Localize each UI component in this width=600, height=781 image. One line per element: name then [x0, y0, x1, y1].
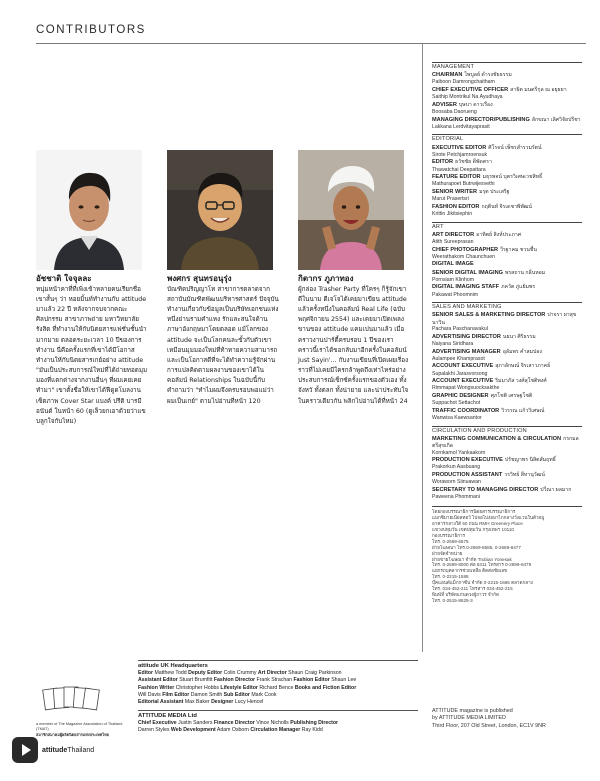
- masthead-section-heading: SALES AND MARKETING: [432, 302, 582, 311]
- staff-name: Matthew Todd: [154, 670, 187, 677]
- masthead-name-thai: สุภาลักษณ์ จิรเสาวภาคย์: [495, 363, 551, 370]
- contact-line: โทร. 0-2215-1588: [432, 574, 469, 580]
- masthead-entry: [432, 117, 582, 131]
- staff-role: Deputy Editor: [188, 670, 223, 677]
- masthead-role: CHAIRMAN: [432, 72, 463, 79]
- staff-role: Chief Executive: [138, 719, 177, 726]
- staff-name: Mark Cook: [251, 691, 277, 698]
- staff-role: Fashion Editor: [293, 677, 330, 684]
- masthead-entry: [432, 189, 582, 203]
- staff-role: Editorial Assistant: [138, 699, 184, 706]
- masthead-entry: [432, 174, 582, 188]
- contact-line: โทร. 0-2515-8625-3: [432, 598, 473, 604]
- contact-line: อาคารกลางใต้ 50 ถนน RMH Greenery Place: [432, 520, 523, 526]
- contact-line: ฝ่ายจัดจำหน่าย: [432, 550, 463, 556]
- masthead-section-heading: MANAGEMENT: [432, 62, 582, 71]
- staff-role: Designer: [211, 699, 234, 706]
- masthead-contact-info: [432, 506, 582, 605]
- masthead-name-thai: ปรัชญาพร นิสิตสัมฤทธิ์: [504, 457, 556, 464]
- masthead-entry: [432, 436, 582, 456]
- staff-name: Max Baker: [184, 699, 210, 706]
- masthead-entry: [432, 487, 582, 501]
- staff-role: Film Editor: [162, 691, 190, 698]
- masthead-section: [432, 134, 582, 217]
- brand-bold: attitude: [42, 746, 68, 754]
- staff-role: Assistant Editor: [138, 677, 178, 684]
- staff-role: Sub Editor: [223, 691, 250, 698]
- brand-name: [42, 747, 94, 754]
- staff-name: Frank Strachan: [256, 677, 292, 684]
- staff-name: Adam Osborn: [216, 726, 249, 733]
- contact-line: บุ๊คแอนด์แม็กกาซีน จำกัด 0-2215-1666 ตลาดกลาง: [432, 580, 533, 586]
- masthead-name: Paiboon Damrongchaitham: [432, 79, 495, 86]
- masthead-role: PRODUCTION EXECUTIVE: [432, 457, 503, 464]
- credit-line: ATTITUDE magazine is published: [432, 708, 513, 714]
- column-divider: [422, 44, 423, 652]
- masthead-entry: [432, 102, 582, 116]
- masthead-role: ACCOUNT EXECUTIVE: [432, 378, 494, 385]
- masthead-role: CHIEF EXECUTIVE OFFICER: [432, 86, 509, 93]
- masthead-section-heading: EDITORIAL: [432, 134, 582, 143]
- staff-role: Lifestyle Editor: [220, 684, 258, 691]
- masthead-name-thai: ธวัชชัย ดีพัดตรา: [455, 159, 492, 166]
- staff-role: Fashion Director: [213, 677, 256, 684]
- staff-role: Fashion Writer: [138, 684, 175, 691]
- tmat-logo-icon: [40, 683, 102, 717]
- contributor-card: [36, 150, 148, 427]
- masthead-entry: [432, 334, 582, 348]
- staff-line: [138, 727, 418, 734]
- contributor-bio: บัณฑิตปริญญาโท สาขาการตลาดจากสถาบันบัณฑิตพัฒนบริหารศาสตร์ ปัจจุบันทำงานเกี่ยวกับข้อมูลเป็นบริษัทเอกชนแห่งหนึ่งย่านรามคำแหง รักและสนใจด้านภาษาอังกฤษมาโดยตลอด แม้โลกของ attitude จะเป็นโลกคนละขั้วกับตัวเขา เหมือนมุมมองใหม่ที่ท้าทายความสามารถ และเป็นโอกาสดีที่จะได้ทำความรู้จักผ่านการแปลคิดตามผลงานของเขาได้ในคอลัมน์ Relationships ในฉบับนี้กับคำถามว่า "ทำไมผมจึงครบรอบพอแม่ว่าผมเป็นเกย์" ตามไปอ่านที่หน้า 120: [167, 285, 279, 405]
- masthead-role: ART DIRECTOR: [432, 231, 475, 238]
- masthead-name-thai: บุษบา ดาวเรือง: [458, 101, 493, 108]
- contact-line: กองบรรณาธิการ: [432, 532, 466, 538]
- masthead-role: FEATURE EDITOR: [432, 174, 481, 181]
- staff-role: Circulation Manager: [250, 726, 301, 733]
- staff-role: Art Director: [257, 670, 287, 677]
- masthead-entry: [432, 408, 582, 422]
- staff-line: [138, 685, 418, 692]
- publisher-credit: [432, 708, 582, 730]
- staff-name: Damon Smith: [190, 691, 223, 698]
- masthead-name: Supalakhi Jarasvorsong: [432, 370, 488, 377]
- masthead-section-heading: ART: [432, 222, 582, 231]
- masthead-role: GRAPHIC DESIGNER: [432, 393, 489, 400]
- masthead-section-heading: CIRCULATION AND PRODUCTION: [432, 426, 582, 435]
- masthead-name-thai: วิวรรณ แก้ววิเศษณ์: [501, 407, 545, 414]
- masthead-name-thai: พรสถาน กลิ่นหอม: [504, 269, 546, 276]
- masthead-name: Krittin Jikitsiephin: [432, 210, 473, 217]
- contributor-card: [167, 150, 279, 407]
- masthead-role: SENIOR WRITER: [432, 189, 478, 195]
- masthead-name-thai: กรกมล ตรีสุขเกิด: [432, 435, 579, 449]
- contributor-photo: [298, 150, 404, 270]
- masthead-role: TRAFFIC COORDINATOR: [432, 407, 500, 414]
- masthead-name: Pachara Paschanavakul: [432, 326, 488, 333]
- masthead-role: ACCOUNT EXECUTIVE: [432, 363, 494, 370]
- brand-rest: Thailand: [67, 746, 95, 754]
- masthead-name-thai: ศุภโชติ เศรษฐโชติ: [490, 393, 533, 400]
- staff-name: Shaun Craig Parkinson: [288, 670, 342, 677]
- uk-headquarters: [138, 660, 418, 734]
- masthead-name-thai: ศิโรจน์ เพ็ชรสำรวมรัตน์: [488, 144, 542, 151]
- masthead-name-thai: ลักขณา เลิศวิจัยปรีชา: [531, 116, 581, 123]
- masthead-entry: [432, 72, 582, 86]
- masthead-entry: [432, 159, 582, 173]
- staff-line: [138, 692, 418, 699]
- tmat-caption-en: a member of The Magazine Association of Thailand (TMAT): [36, 722, 123, 731]
- contact-line: แยกรถบุคลากรช่วยเหลือ ติดต่อชัยเลข: [432, 568, 508, 574]
- masthead-name: Pakawat Phoomnim: [432, 291, 479, 298]
- masthead-name: Atith Sureeprasan: [432, 238, 474, 245]
- masthead-role: MANAGING DIRECTOR/PUBLISHING: [432, 116, 530, 123]
- staff-name: Vince Nicholls: [256, 719, 289, 726]
- contact-line: พิมพ์ที่ บริษัทแก่นดวงผู้ถาวร จำกัด: [432, 592, 499, 598]
- contributor-name: พงศกร สุนทรอนุรุ่ง: [167, 274, 232, 283]
- masthead-entry: [432, 312, 582, 332]
- masthead-name: Kornkamol Yankaakorn: [432, 449, 486, 456]
- masthead-role: MARKETING COMMUNICATION & CIRCULATION: [432, 435, 562, 442]
- masthead-name-thai: ปวีณา ผลมาก: [540, 486, 572, 493]
- masthead-role: SENIOR DIGITAL IMAGING: [432, 269, 503, 276]
- masthead-entry: [432, 247, 582, 261]
- masthead-name-thai: กฤตินท์ จิรเดชาพิพัฒน์: [481, 203, 532, 210]
- staff-name: Ray Kidd: [301, 726, 323, 733]
- masthead-entry: [432, 363, 582, 377]
- uk-media-title: ATTITUDE MEDIA Ltd: [138, 710, 418, 720]
- staff-name: Justin Sanders: [178, 719, 213, 726]
- masthead-section: [432, 222, 582, 299]
- masthead-name-thai: ปาจรา ผาสุขนาวิน: [432, 312, 577, 326]
- contact-line: แมกซิมายเนียลทอว์ ไปจอไปง่อมาไกกลางวังแวนในตัวจมู: [432, 514, 545, 520]
- play-icon[interactable]: [12, 737, 38, 763]
- contact-line: โทร. 034-452-211 โทรสาร 034-452-215: [432, 586, 513, 592]
- masthead-name: Rimmapat Wongsuocksakthe: [432, 385, 500, 392]
- masthead-role: CHIEF PHOTOGRAPHER: [432, 246, 499, 253]
- masthead-section: [432, 62, 582, 130]
- staff-line: [138, 677, 418, 684]
- masthead-role: DIGITAL IMAGE: [432, 261, 474, 268]
- staff-role: Editor: [138, 670, 153, 677]
- masthead-entry: [432, 87, 582, 101]
- masthead-name: Naiyana Siridhara: [432, 340, 474, 347]
- contributor-photo: [36, 150, 142, 270]
- contact-line: ฝ่ายโฆษณา โทร.0-2669-8585, 0-2669-8477: [432, 544, 521, 550]
- contributor-bio: ผู้กล่อง Trasher Party ที่ใครๆ ก็รู้จักเขาดีในนาม ดีเจโจได้เคยมาเขียน attitude แล้วครั้งหนึ่งในคอลัมน์ Real Life (ฉบับพฤศจิกายน 2554) และเคยมาเปิดเพลงขานของ attitude แคมเปนมาแล้ว เมื่อคราวงานปาร์ตี้ครบรอบ 1 ปีของเรา คราวนี้เราได้ขอกลับมาอีกครั้งในคอลัมน์ Just Sayin'... กับงานเขียนที่เปิดเผยเรื่องราวที่ไม่เคยมีใครกล้าพูดถึงเท่าไหร่อย่างประสบการณ์เซ็กซ์ครั้งแรกของตัวเอง ทั้งจังหวั ทั้งตลก ทั้งน่ายาย และน่าประทับใจ ในคราวเดียวกัน พลิกไปอ่านได้ที่หน้า 24: [298, 285, 409, 405]
- contributor-name: กิตากร ภูภาทอง: [298, 274, 354, 283]
- masthead-entry: [432, 232, 582, 246]
- masthead-role: DIGITAL IMAGING STAFF: [432, 284, 500, 291]
- masthead-role: SENIOR SALES & MARKETING DIRECTOR: [432, 312, 546, 319]
- contact-line: โทร. 0-2699-8000 ต่อ 6311 โทรสาร 0-2699-8479: [432, 562, 532, 568]
- masthead-name: Thawatchai Deepattara: [432, 166, 486, 173]
- masthead-entry: [432, 204, 582, 218]
- contributor-card: [298, 150, 410, 407]
- masthead-name: Paweena Phommani: [432, 494, 480, 501]
- staff-name: Shaun Lee: [331, 677, 357, 684]
- masthead: [432, 62, 582, 604]
- masthead-name-thai: นยนา ศิริธรรม: [502, 333, 536, 340]
- staff-name: Christopher Hobbs: [175, 684, 219, 691]
- masthead-name: Boosaba Daorueng: [432, 108, 477, 115]
- staff-name: Colin Crummy: [223, 670, 257, 677]
- masthead-name-thai: วีรฐาคม ชวนชื่น: [500, 246, 537, 253]
- masthead-name: Mathurapoet Butrwijesvethi: [432, 181, 495, 188]
- header-divider: [36, 43, 586, 44]
- masthead-role: EXECUTIVE EDITOR: [432, 144, 487, 151]
- uk-staff-list: [138, 670, 418, 706]
- masthead-entry: [432, 349, 582, 363]
- staff-line: [138, 720, 418, 727]
- staff-name: Darren Styles: [138, 726, 170, 733]
- staff-role: Books and Fiction Editor: [294, 684, 357, 691]
- masthead-name: Aulampee Khamprasot: [432, 355, 485, 362]
- staff-role: Web Development: [170, 726, 216, 733]
- staff-name: Stuart Brumfitt: [179, 677, 213, 684]
- masthead-entry: [432, 457, 582, 471]
- masthead-name-thai: มรุต ประเสริฐ: [479, 189, 510, 195]
- staff-line: [138, 699, 418, 706]
- staff-role: Finance Director: [213, 719, 255, 726]
- masthead-entry: [432, 378, 582, 392]
- credit-line: Third Floor, 207 Old Street, London, EC1V 9NR: [432, 722, 546, 729]
- masthead-entry: [432, 472, 582, 486]
- masthead-section: [432, 426, 582, 501]
- masthead-name: Marut Prasertsri: [432, 196, 469, 203]
- staff-role: Publishing Director: [290, 719, 339, 726]
- masthead-name-thai: มธุรพจน์ บุตรวิเศษเวชสิทธิ์: [482, 174, 543, 181]
- page-header: [36, 24, 586, 36]
- page-footer: [12, 737, 94, 763]
- staff-line: [138, 670, 418, 677]
- masthead-section: [432, 302, 582, 422]
- masthead-role: EDITOR: [432, 159, 454, 166]
- masthead-name: Woraworn Siinuawan: [432, 479, 481, 486]
- masthead-role: SECRETARY TO MANAGING DIRECTOR: [432, 486, 539, 493]
- masthead-entry: [432, 270, 582, 284]
- contributor-bio: หนุ่มหน้าคาที่ที่เพิ่งเข้าหลายคนเรียกชื่อเขาสั้นๆ ว่า หอยมิ้นท์ทำงานกับ attitude มาแล้ว 22 ปี หลังจากจบจากคณะศิลปกรรม สาขาภาพถ่าย มหาวิทยาลัยรังสิต ที่ทำงานให้กับนิตยสารแฟชั่นชั้นนำมากมาย ตลอดระยะเวลา 10 ปีของการทำงาน นี่คือครั้งแรกที่เขาได้มีโอกาสทำงานให้กับนิตยสารเกย์อย่าง attitude "มันเป็นประสบการณ์ใหม่ที่ได้ถ่ายทอดมุมมองที่แตกต่างจากงานอื่นๆ ที่ผมเคยเคยทำมา" เขาตั้งชื่อให้เขาได้ฟีดูดโมลงานเซ็ตภาพ Cover Star แบงค์ ปรีติ บารมีอนันต์ ในหน้า 60 (ดูเล็วยกเอาด้วยว่าแขบลูกใจกับไหม): [36, 285, 148, 426]
- masthead-role: FASHION EDITOR: [432, 203, 480, 210]
- contributor-name: อัชชาติ ใจจุลละ: [36, 274, 92, 283]
- masthead-role: PRODUCTION ASSISTANT: [432, 472, 503, 479]
- staff-name: Will Davis: [138, 691, 161, 698]
- masthead-name: Suppachot Settachot: [432, 400, 481, 407]
- contact-line: ฝ่ายขายโฆษณา จำกัด Trubian Yonesak: [432, 556, 512, 562]
- masthead-entry: [432, 393, 582, 407]
- masthead-name-thai: ภควัต ภู่แย้มพร: [501, 284, 536, 291]
- masthead-sections: [432, 62, 582, 501]
- masthead-role: ADVERTISING DIRECTOR: [432, 333, 501, 340]
- tmat-caption-th: สมาชิกสมาคมผู้ผลิตนิตยสารแห่งประเทศไทย: [36, 732, 109, 737]
- masthead-name: Lakkana Lerdvitayaprasit: [432, 123, 490, 130]
- masthead-entry: [432, 145, 582, 159]
- masthead-name: Weerathakom Chaunchuen: [432, 253, 496, 260]
- masthead-name-thai: ริมมาภัส วงศ์สุโชติพงศ์: [495, 378, 547, 385]
- page-title: CONTRIBUTORS: [36, 24, 146, 36]
- masthead-entry: [432, 261, 582, 268]
- masthead-name-thai: ไพบูลย์ ดำรงชัยธรรม: [464, 72, 512, 79]
- credit-line: by ATTITUDE MEDIA LIMITED: [432, 715, 506, 722]
- masthead-name: Saithip Montrikul Na Ayudhaya: [432, 94, 503, 101]
- masthead-role: ADVISER: [432, 101, 457, 108]
- staff-name: Lucy Hencel: [234, 699, 264, 706]
- masthead-name-thai: สาธิต มนตรีกุล ณ อยุธยา: [510, 86, 567, 93]
- tmat-membership: [36, 683, 128, 738]
- contact-line: โทร. 0-2669-6575: [432, 538, 469, 544]
- uk-media-staff-list: [138, 720, 418, 735]
- uk-title: attitude UK Headquarters: [138, 660, 418, 670]
- masthead-name: Wanwisa Kaewsantor: [432, 415, 482, 422]
- masthead-name-thai: อุลัมพร คำสมปอง: [502, 348, 542, 355]
- masthead-name: Prakorkun Aasbuang: [432, 464, 481, 471]
- masthead-entry: [432, 284, 582, 298]
- contributor-photo: [167, 150, 273, 270]
- contact-line: แขวงปทุมวัน เขตปทุมวัน กรุงเทพฯ 10110: [432, 526, 514, 532]
- masthead-role: ADVERTISING MANAGER: [432, 348, 501, 355]
- masthead-name: Sirote Petchjamroensuk: [432, 151, 488, 158]
- staff-name: Richard Bence: [259, 684, 294, 691]
- masthead-name-thai: วรวิทย์ สีหานุวัฒน์: [504, 472, 545, 479]
- masthead-name-thai: อาทิตย์ สิงห์ประภาศ: [476, 231, 522, 238]
- masthead-name: Pornsiam Klinhom: [432, 276, 475, 283]
- contact-line: โดยกองบรรณาธิการนิตยสารบรรณาธิการ: [432, 508, 516, 514]
